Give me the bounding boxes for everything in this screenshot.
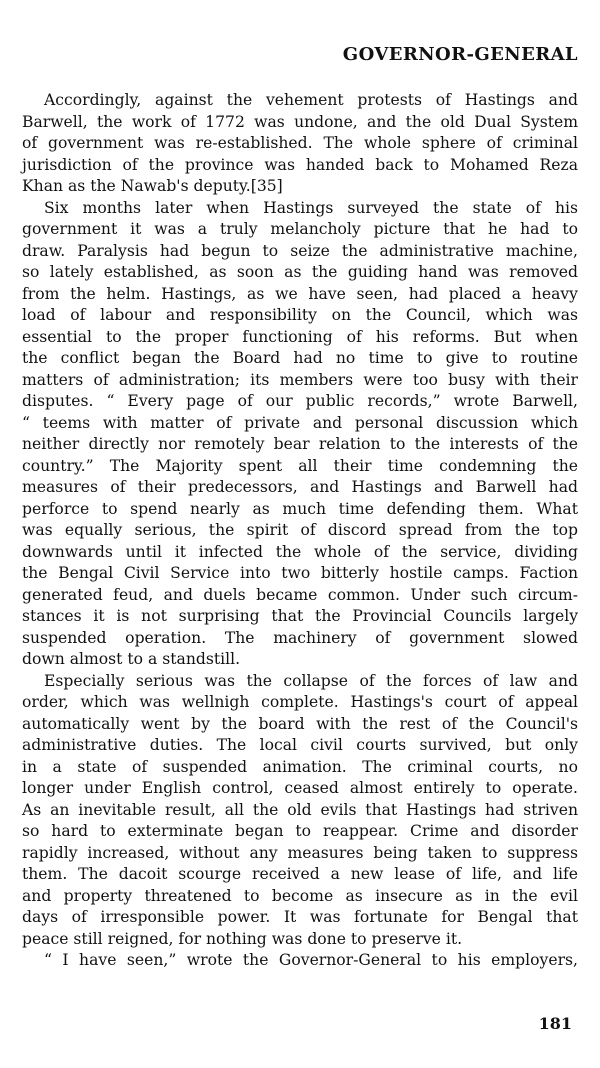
text-line: neither directly nor remotely bear relation to the interests of the	[22, 435, 578, 453]
running-head: GOVERNOR-GENERAL	[342, 44, 578, 65]
text-line: essential to the proper functioning of his reforms. But when	[22, 327, 578, 346]
text-line: them. The dacoit scourge received a new lease of life, and life	[22, 865, 578, 883]
text-line: order, which was wellnigh complete. Hastings's court of appeal	[22, 693, 578, 711]
text-line: matters of administration; its members were too busy with their	[22, 370, 578, 389]
text-line: suspended operation. The machinery of government slowed	[22, 628, 578, 647]
text-line: of government was re-established. The whole sphere of criminal	[22, 134, 578, 152]
text-line: generated feud, and duels became common. Under such circum-	[22, 585, 578, 604]
text-line: days of irresponsible power. It was fortunate for Bengal that	[22, 908, 578, 926]
text-line: load of labour and responsibility on the Council, which was	[22, 306, 578, 324]
page-number: 181	[538, 1014, 572, 1033]
text-line: disputes. “ Every page of our public records,” wrote Barwell,	[22, 392, 578, 410]
text-line: the Bengal Civil Service into two bitterly hostile camps. Faction	[22, 564, 578, 582]
text-line: Khan as the Nawab's deputy.[35]	[22, 177, 283, 195]
text-line: stances it is not surprising that the Provincial Councils largely	[22, 607, 578, 625]
text-line: peace still reigned, for nothing was done to preserve it.	[22, 929, 463, 948]
text-line: Six months later when Hastings surveyed the state of his	[44, 198, 578, 217]
text-line: and property threatened to become as insecure as in the evil	[22, 886, 578, 905]
text-line: in a state of suspended animation. The criminal courts, no	[22, 757, 578, 776]
text-line: administrative duties. The local civil courts survived, but only	[22, 736, 578, 754]
body-text	[22, 90, 578, 972]
text-line: the conflict began the Board had no time to give to routine	[22, 349, 578, 367]
text-line: country.” The Majority spent all their time condemning the	[22, 456, 578, 475]
text-line: As an inevitable result, all the old evils that Hastings had striven	[22, 800, 578, 819]
text-line: rapidly increased, without any measures being taken to suppress	[22, 843, 578, 862]
text-line: so hard to exterminate began to reappear. Crime and disorder	[22, 822, 578, 840]
text-line: was equally serious, the spirit of discord spread from the top	[22, 521, 578, 539]
text-line: “ teems with matter of private and personal discussion which	[22, 413, 578, 432]
text-line: “ I have seen,” wrote the Governor-General to his employers,	[44, 951, 578, 969]
text-line: down almost to a standstill.	[22, 650, 241, 668]
text-line: Accordingly, against the vehement protests of Hastings and	[44, 91, 578, 109]
text-line: Especially serious was the collapse of the forces of law and	[44, 671, 578, 690]
text-line: longer under English control, ceased almost entirely to operate.	[22, 779, 578, 797]
text-line: jurisdiction of the province was handed back to Mohamed Reza	[22, 155, 578, 174]
text-line: automatically went by the board with the rest of the Council's	[22, 714, 578, 733]
text-line: downwards until it infected the whole of the service, dividing	[22, 542, 578, 561]
text-line: so lately established, as soon as the guiding hand was removed	[22, 263, 578, 281]
text-line: measures of their predecessors, and Hastings and Barwell had	[22, 478, 578, 496]
text-line: government it was a truly melancholy picture that he had to	[22, 220, 578, 238]
text-line: from the helm. Hastings, as we have seen, had placed a heavy	[22, 284, 578, 303]
text-line: draw. Paralysis had begun to seize the administrative machine,	[22, 241, 578, 260]
text-line: Barwell, the work of 1772 was undone, and the old Dual System	[22, 112, 578, 131]
text-line: perforce to spend nearly as much time defending them. What	[22, 499, 578, 518]
